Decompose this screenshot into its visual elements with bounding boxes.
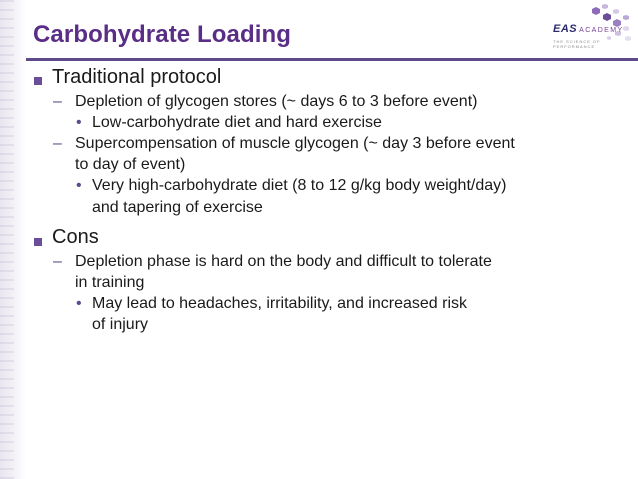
bullet-l2-line: Depletion of glycogen stores (~ days 6 to 3 before event) [75, 93, 478, 110]
dash-bullet-icon: – [53, 93, 62, 110]
bullet-l3-line-continued: of injury [92, 316, 149, 333]
dash-bullet-icon: – [53, 253, 62, 270]
dot-bullet-icon: • [76, 177, 82, 194]
dot-bullet-icon: • [76, 295, 82, 312]
bullet-l3-line-continued: and tapering of exercise [92, 199, 263, 216]
bullet-l3-line: May lead to headaches, irritability, and increased risk [92, 295, 467, 312]
bullet-l2-line-continued: in training [75, 274, 145, 291]
bullet-l3-line: Low-carbohydrate diet and hard exercise [92, 114, 382, 131]
square-bullet-icon [34, 72, 42, 90]
logo-academy-text: ACADEMY [579, 27, 624, 34]
bullet-l1-text: Traditional protocol [52, 66, 222, 88]
bullet-l2-line: Depletion phase is hard on the body and difficult to tolerate [75, 253, 492, 270]
bullet-l2-line-continued: to day of event) [75, 156, 186, 173]
slide-title: Carbohydrate Loading [33, 21, 292, 48]
bullet-l1-text: Cons [52, 226, 99, 248]
dash-bullet-icon: – [53, 135, 62, 152]
logo-tagline: THE SCIENCE OF PERFORMANCE [553, 39, 601, 49]
bullet-l3-line: Very high-carbohydrate diet (8 to 12 g/kg body weight/day) [92, 177, 507, 194]
logo-eas-text: EAS [553, 23, 578, 35]
dot-bullet-icon: • [76, 114, 82, 131]
square-bullet-icon [34, 233, 42, 251]
bullet-l2-line: Supercompensation of muscle glycogen (~ day 3 before event [75, 135, 515, 152]
